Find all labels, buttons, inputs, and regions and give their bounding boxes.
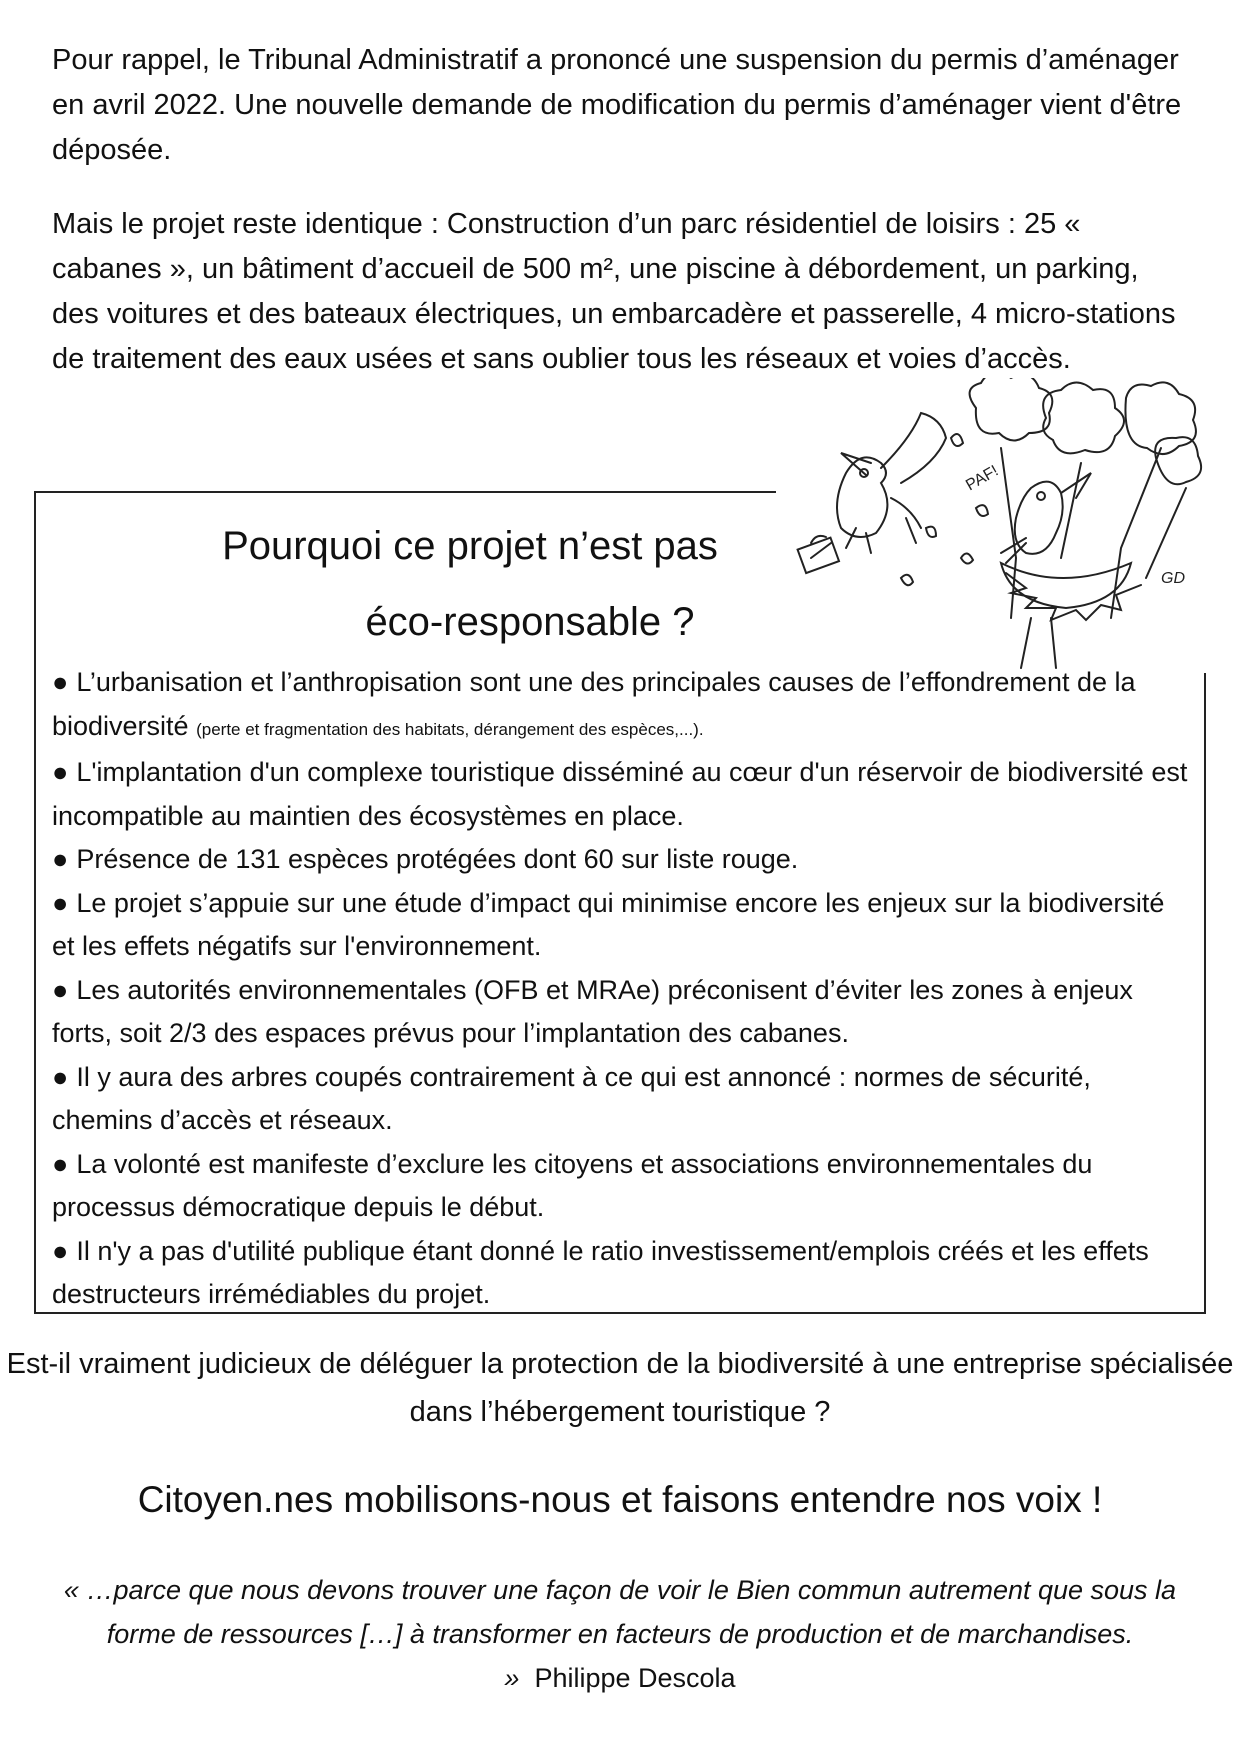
argument-item	[52, 661, 1192, 751]
bullet-dot-icon: ●	[52, 757, 69, 787]
bullet-dot-icon: ●	[52, 974, 69, 1005]
argument-text: Présence de 131 espèces protégées dont 60 sur liste rouge.	[76, 844, 799, 874]
quote-block	[50, 1568, 1190, 1700]
bullet-dot-icon: ●	[52, 667, 69, 697]
argument-item	[52, 1056, 1192, 1143]
argument-item	[52, 882, 1192, 969]
argument-item	[52, 969, 1192, 1056]
argument-text: Il n'y a pas d'utilité publique étant donné le ratio investissement/emplois créés et les effets destructeurs irrémédiables du projet.	[52, 1235, 1149, 1309]
argument-text: La volonté est manifeste d’exclure les citoyens et associations environnementales du processus démocratique depuis le début.	[52, 1148, 1093, 1222]
call-to-action: Citoyen.nes mobilisons-nous et faisons entendre nos voix !	[137, 1479, 1103, 1520]
bullet-dot-icon: ●	[52, 1061, 69, 1092]
argument-note: (perte et fragmentation des habitats, dérangement des espèces,...).	[196, 719, 704, 739]
arguments-list	[52, 661, 1192, 1317]
cartoon-drawing	[776, 378, 1220, 673]
bullet-dot-icon: ●	[52, 1235, 69, 1266]
argument-item	[52, 751, 1192, 838]
quote-text: « …parce que nous devons trouver une façon de voir le Bien commun autrement que sous la forme de ressources […] à transformer en facteurs de production et de marchandises. »	[63, 1575, 1177, 1693]
intro-paragraph-1: Pour rappel, le Tribunal Administratif a prononcé une suspension du permis d’aménager en avril 2022. Une nouvelle demande de modification du permis d’aménager vient d'être déposée.	[52, 44, 1182, 166]
argument-text: Il y aura des arbres coupés contrairement à ce qui est annoncé : normes de sécurité, chemins d’accès et réseaux.	[52, 1061, 1091, 1135]
argument-item	[52, 1230, 1192, 1317]
paf-bubble-text: PAF!	[963, 462, 1002, 495]
bullet-dot-icon: ●	[52, 844, 69, 874]
argument-item	[52, 1143, 1192, 1230]
intro-paragraph-2: Mais le projet reste identique : Construction d’un parc résidentiel de loisirs : 25 « cabanes », un bâtiment d’accueil de 500 m², une piscine à débordement, un parking, des voitures et des bateaux électriques, un embarcadère et passerelle, 4 micro-stations de traitement des eaux usées et sans oublier tous les réseaux et voies d’accès.	[52, 208, 1176, 375]
cartoon-bird-trees-icon	[776, 378, 1220, 673]
quote-author: Philippe Descola	[534, 1663, 736, 1693]
box-title	[120, 508, 820, 660]
argument-text: L’urbanisation et l’anthropisation sont une des principales causes de l’effondrement de la biodiversité	[52, 667, 1136, 741]
box-title-line-1: Pourquoi ce projet n’est pas	[222, 524, 718, 568]
bullet-dot-icon: ●	[52, 887, 69, 918]
box-title-line-2: éco-responsable ?	[365, 600, 695, 644]
argument-text: L'implantation d'un complexe touristique disséminé au cœur d'un réservoir de biodiversité est incompatible au maintien des écosystèmes en place.	[52, 757, 1188, 831]
argument-item	[52, 838, 1192, 882]
bullet-dot-icon: ●	[52, 1148, 69, 1179]
argument-text: Les autorités environnementales (OFB et MRAe) préconisent d’éviter les zones à enjeux forts, soit 2/3 des espaces prévus pour l’implantation des cabanes.	[52, 974, 1133, 1048]
artist-signature: GD	[1161, 570, 1185, 587]
question-text: Est-il vraiment judicieux de déléguer la protection de la biodiversité à une entreprise spécialisée dans l’hébergement touristique ?	[6, 1348, 1234, 1428]
argument-text: Le projet s’appuie sur une étude d’impact qui minimise encore les enjeux sur la biodiversité et les effets négatifs sur l'environnement.	[52, 887, 1165, 961]
